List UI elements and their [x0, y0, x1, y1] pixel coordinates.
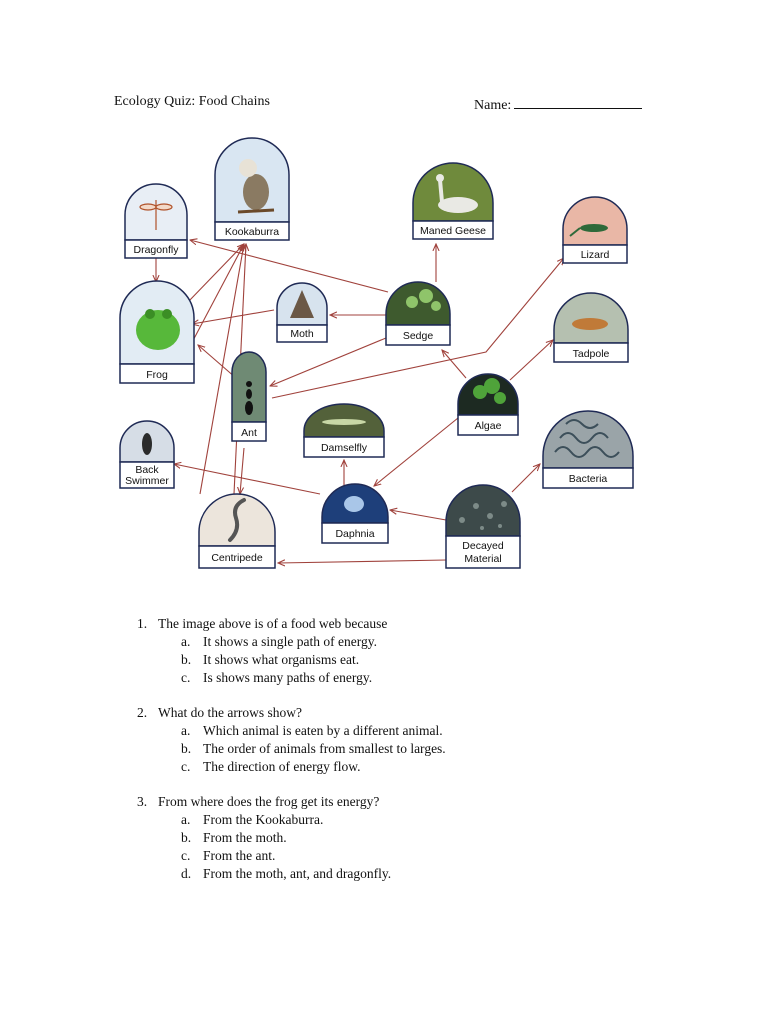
arrow	[190, 240, 388, 292]
arrow	[390, 510, 446, 520]
organism-damselfly[interactable]	[304, 404, 384, 457]
arrow	[174, 464, 320, 494]
organism-bacteria[interactable]	[543, 411, 633, 488]
arrow	[278, 560, 446, 563]
answer-option[interactable]	[181, 758, 360, 776]
option-letter: a.	[181, 634, 191, 649]
option-letter: b.	[181, 741, 192, 756]
organism-daphnia[interactable]	[322, 484, 388, 543]
food-web-diagram	[0, 120, 768, 580]
option-letter: b.	[181, 830, 192, 845]
bacteria-label: Bacteria	[568, 473, 608, 485]
name-label: Name:	[474, 98, 512, 113]
option-text: From the ant.	[203, 848, 276, 863]
algae-label: Algae	[474, 420, 502, 432]
organism-lizard[interactable]	[563, 197, 627, 263]
organism-algae[interactable]	[458, 374, 518, 435]
option-letter: c.	[181, 670, 191, 685]
damselfly-icon	[322, 419, 366, 425]
quiz-title: Ecology Quiz: Food Chains	[114, 94, 270, 109]
option-letter: b.	[181, 652, 192, 667]
answer-option[interactable]	[181, 651, 359, 669]
option-text: From the Kookaburra.	[203, 812, 324, 827]
sedge-picture	[386, 282, 450, 325]
question-text: From where does the frog get its energy?	[158, 794, 380, 809]
arrow	[270, 338, 386, 386]
decayed-material-label-2: Material	[464, 553, 502, 565]
option-text: Which animal is eaten by a different animal.	[203, 723, 443, 738]
organism-dragonfly[interactable]	[125, 184, 187, 258]
arrow	[188, 244, 244, 350]
answer-option[interactable]	[181, 829, 287, 847]
option-text: It shows what organisms eat.	[203, 652, 360, 667]
organism-kookaburra[interactable]	[215, 138, 289, 240]
name-field[interactable]	[474, 94, 642, 114]
option-letter: c.	[181, 759, 191, 774]
frog-label: Frog	[146, 369, 168, 381]
tadpole-label: Tadpole	[572, 348, 610, 360]
organism-sedge[interactable]	[386, 282, 450, 345]
arrow	[192, 310, 274, 324]
back-swimmer-label-2: Swimmer	[125, 475, 169, 487]
organism-ant[interactable]	[232, 352, 266, 441]
option-text: It shows a single path of energy.	[203, 634, 377, 649]
arrow	[442, 350, 466, 378]
organism-frog[interactable]	[120, 281, 194, 383]
damselfly-label: Damselfly	[320, 442, 368, 454]
organism-tadpole[interactable]	[554, 293, 628, 362]
question-number: 1.	[137, 616, 148, 631]
kookaburra-label: Kookaburra	[224, 226, 280, 238]
organism-moth[interactable]	[277, 283, 327, 342]
organism-centripede[interactable]	[199, 494, 275, 568]
option-letter: c.	[181, 848, 191, 863]
organism-decayed-material[interactable]	[446, 485, 520, 568]
tadpole-picture	[554, 293, 628, 343]
answer-option[interactable]	[181, 669, 372, 687]
question-text: What do the arrows show?	[158, 705, 302, 720]
arrow	[374, 418, 458, 486]
question-text: The image above is of a food web because	[158, 616, 388, 631]
question-2	[137, 704, 302, 722]
option-text: The order of animals from smallest to larges.	[203, 741, 446, 756]
back-swimmer-label-1: Back	[135, 464, 159, 476]
answer-option[interactable]	[181, 722, 443, 740]
option-letter: a.	[181, 812, 191, 827]
tadpole-icon	[572, 318, 608, 330]
answer-option[interactable]	[181, 740, 446, 758]
centripede-label: Centripede	[211, 552, 263, 564]
name-blank-line[interactable]	[514, 94, 642, 109]
dragonfly-label: Dragonfly	[133, 244, 179, 256]
back-swimmer-icon	[142, 433, 152, 455]
sedge-label: Sedge	[402, 330, 434, 342]
option-text: Is shows many paths of energy.	[203, 670, 373, 685]
option-letter: d.	[181, 866, 192, 881]
answer-option[interactable]	[181, 865, 391, 883]
question-number: 2.	[137, 705, 148, 720]
organism-back-swimmer[interactable]	[120, 421, 174, 488]
answer-option[interactable]	[181, 633, 377, 651]
option-text: The direction of energy flow.	[203, 759, 361, 774]
maned-geese-label: Maned Geese	[420, 225, 486, 237]
question-number: 3.	[137, 794, 148, 809]
arrow	[512, 464, 540, 492]
option-text: From the moth.	[203, 830, 287, 845]
bacteria-picture	[543, 411, 633, 468]
arrow	[198, 345, 236, 378]
answer-option[interactable]	[181, 847, 275, 865]
organism-maned-geese[interactable]	[413, 163, 493, 239]
moth-label: Moth	[290, 328, 314, 340]
lizard-picture	[563, 197, 627, 245]
answer-option[interactable]	[181, 811, 323, 829]
daphnia-label: Daphnia	[335, 528, 375, 540]
arrow	[240, 448, 244, 494]
question-3	[137, 793, 379, 811]
option-text: From the moth, ant, and dragonfly.	[203, 866, 392, 881]
option-letter: a.	[181, 723, 191, 738]
lizard-label: Lizard	[580, 249, 610, 261]
ant-label: Ant	[241, 427, 257, 439]
question-1	[137, 615, 387, 633]
decayed-material-label-1: Decayed	[462, 540, 504, 552]
daphnia-icon	[344, 496, 364, 512]
arrow	[510, 340, 553, 380]
